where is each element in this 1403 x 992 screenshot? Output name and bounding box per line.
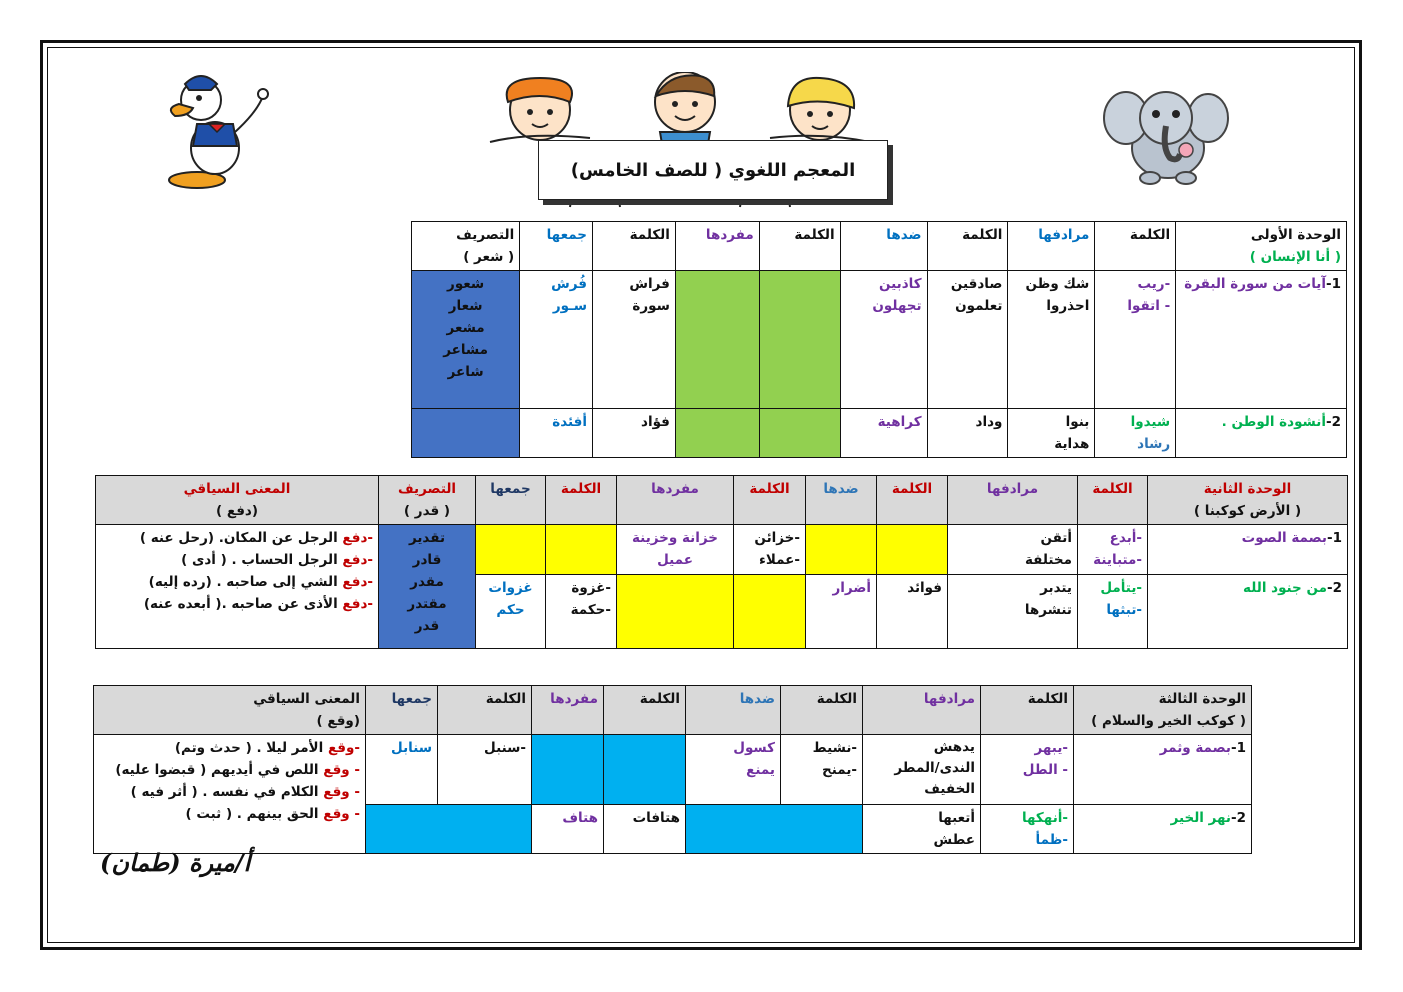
- synonym: الخفيف: [924, 781, 975, 797]
- empty-cyan-cell: [366, 805, 532, 854]
- table-row: [412, 271, 1347, 409]
- word-cell: [1078, 575, 1148, 649]
- unit1-table: [411, 221, 1347, 458]
- word-cell: [604, 805, 686, 854]
- antonym: تجهلون: [872, 298, 922, 314]
- word: -خزائن: [754, 530, 800, 546]
- plural: فُرش: [551, 276, 587, 292]
- plural: أفئدة: [552, 414, 587, 430]
- word-cell: [927, 409, 1008, 458]
- word: -نشيط: [812, 740, 857, 756]
- synonym: تنشرها: [1024, 602, 1072, 618]
- meaning-line: [101, 527, 373, 549]
- plural-cell: [476, 575, 546, 649]
- word: -أنهكها: [1021, 810, 1068, 826]
- lesson-number: 2-: [1325, 414, 1341, 430]
- meaning-line: [101, 593, 373, 615]
- lesson-name: أنشودة الوطن .: [1221, 414, 1326, 430]
- col-header-word: الكلمة: [781, 686, 863, 735]
- meaning-cell: [96, 525, 379, 649]
- word-cell: [877, 575, 948, 649]
- conjugation-form: مشاعر: [443, 342, 489, 358]
- word-cell: [981, 735, 1074, 805]
- conjugation-form: شاعر: [447, 364, 484, 380]
- col-header-word: الكلمة: [593, 222, 676, 271]
- empty-green-cell: [759, 271, 840, 409]
- meaning-text: الرجل الحساب . ( أدى ): [181, 552, 343, 568]
- word: - اتقوا: [1127, 298, 1171, 314]
- plural: سنابل: [391, 740, 432, 756]
- col-header-word: الكلمة: [1095, 222, 1176, 271]
- synonym: أتعبها: [938, 810, 975, 826]
- conjugation-form: شعور: [447, 276, 485, 292]
- table-row: [412, 409, 1347, 458]
- conjugation-form: مقدر: [410, 574, 444, 590]
- elephant-image: [1100, 78, 1230, 188]
- word-cell: [981, 805, 1074, 854]
- word: فوائد: [907, 580, 942, 596]
- synonym-cell: [1008, 409, 1095, 458]
- col-header-meaning: [94, 686, 366, 735]
- empty-yellow-cell: [734, 575, 806, 649]
- synonym: شك وظن: [1025, 276, 1090, 292]
- lesson-name: آيات من سورة البقرة: [1184, 276, 1326, 292]
- meaning-root: (دفع ): [215, 503, 259, 519]
- word-cell: [1078, 525, 1148, 575]
- meaning-head: - وقع: [323, 784, 360, 800]
- col-header-synonym: مرادفها: [948, 476, 1078, 525]
- meaning-head: - وقع: [323, 806, 360, 822]
- plural: حكم: [496, 602, 525, 618]
- col-header-antonym: ضدها: [806, 476, 877, 525]
- synonym: يدهش: [933, 739, 975, 755]
- synonym-cell: [948, 525, 1078, 575]
- meaning-head: -دفع: [342, 596, 373, 612]
- lesson-cell: [1176, 271, 1347, 409]
- unit-subtitle: ( الأرض كوكبنا ): [1193, 503, 1302, 519]
- empty-yellow-cell: [877, 525, 948, 575]
- empty-yellow-cell: [806, 525, 877, 575]
- meaning-label: المعنى السياقي: [253, 691, 360, 707]
- synonym: احذروا: [1046, 298, 1090, 314]
- meaning-line: [99, 737, 360, 759]
- antonym-cell: [840, 409, 927, 458]
- singular-cell: [617, 525, 734, 575]
- col-header-plural: جمعها: [366, 686, 438, 735]
- col-header-word: الكلمة: [438, 686, 532, 735]
- conjugation-form: قادر: [412, 552, 442, 568]
- unit1-header-row: [412, 222, 1347, 271]
- singular: هتاف: [562, 810, 598, 826]
- col-header-singular: مفردها: [675, 222, 759, 271]
- col-header-antonym: ضدها: [840, 222, 927, 271]
- conjugation-label: التصريف: [397, 481, 457, 497]
- meaning-line: [99, 803, 360, 825]
- synonym-cell: [948, 575, 1078, 649]
- singular: خزانة وخزينة: [632, 530, 718, 546]
- conjugation-root: ( قدر ): [403, 503, 451, 519]
- col-header-conjugation: [379, 476, 476, 525]
- conjugation-form: قدر: [414, 618, 440, 634]
- synonym-cell: [1008, 271, 1095, 409]
- antonym: أضرار: [832, 580, 871, 596]
- lesson-cell: [1148, 575, 1348, 649]
- word: شيدوا: [1130, 414, 1171, 430]
- lesson-name: من جنود الله: [1243, 580, 1327, 596]
- meaning-head: -دفع: [342, 530, 373, 546]
- antonym: كراهية: [877, 414, 922, 430]
- col-header-synonym: مرادفها: [1008, 222, 1095, 271]
- synonym: يتدبر: [1040, 580, 1072, 596]
- empty-blue-cell: [412, 409, 520, 458]
- col-header-word: الكلمة: [759, 222, 840, 271]
- word-cell: [1095, 271, 1176, 409]
- col-header-word: الكلمة: [1078, 476, 1148, 525]
- empty-cyan-cell: [532, 735, 604, 805]
- col-header-meaning: [96, 476, 379, 525]
- meaning-text: الشي إلى صاحبه . (رده إليه): [148, 574, 343, 590]
- col-header-antonym: ضدها: [686, 686, 781, 735]
- conjugation-form: مقتدر: [407, 596, 447, 612]
- word: -تبثها: [1106, 602, 1142, 618]
- lesson-number: 2-: [1326, 580, 1342, 596]
- synonym: هداية: [1054, 436, 1090, 452]
- word: فؤاد: [641, 414, 670, 430]
- unit2-table: [95, 475, 1348, 649]
- unit3-table: [93, 685, 1252, 854]
- col-header-word: الكلمة: [604, 686, 686, 735]
- word-cell: [593, 271, 676, 409]
- lesson-number: 1-: [1230, 740, 1246, 756]
- page-title-text: المعجم اللغوي ( للصف الخامس): [570, 159, 856, 181]
- plural: غزوات: [488, 580, 533, 596]
- col-header-singular: مفردها: [532, 686, 604, 735]
- word-cell: [927, 271, 1008, 409]
- empty-green-cell: [759, 409, 840, 458]
- synonym-cell: [863, 735, 981, 805]
- meaning-text: اللص في أيديهم ( قبضوا عليه): [115, 762, 324, 778]
- signature-text: أ/ميرة (طمان): [100, 848, 251, 877]
- word: -غزوة: [571, 580, 611, 596]
- meaning-line: [99, 781, 360, 803]
- empty-yellow-cell: [476, 525, 546, 575]
- antonym-cell: [840, 271, 927, 409]
- synonym: بنوا: [1065, 414, 1090, 430]
- word: وداد: [975, 414, 1003, 430]
- word-cell: [593, 409, 676, 458]
- col-header-word: الكلمة: [877, 476, 948, 525]
- meaning-text: الأذى عن صاحبه .( أبعده عنه): [143, 596, 343, 612]
- lesson-cell: [1074, 805, 1252, 854]
- empty-green-cell: [675, 271, 759, 409]
- table-row: [94, 735, 1252, 805]
- word-cell: [438, 735, 532, 805]
- conjugation-form: شعار: [448, 298, 483, 314]
- unit-name-cell: [1148, 476, 1348, 525]
- word: -حكمة: [570, 602, 611, 618]
- unit-subtitle: ( كوكب الخير والسلام ): [1091, 713, 1246, 729]
- empty-cyan-cell: [686, 805, 863, 854]
- conjugation-label: التصريف: [456, 227, 515, 243]
- col-header-word: الكلمة: [734, 476, 806, 525]
- antonym-cell: [686, 735, 781, 805]
- col-header-word: الكلمة: [981, 686, 1074, 735]
- meaning-head: -وقع: [327, 740, 360, 756]
- word: -ظمأ: [1035, 832, 1068, 848]
- page-title: [538, 140, 888, 200]
- meaning-root: (وقع ): [316, 713, 360, 729]
- unit-name: الوحدة الأولى: [1250, 227, 1341, 243]
- lesson-cell: [1148, 525, 1348, 575]
- col-header-singular: مفردها: [617, 476, 734, 525]
- meaning-text: الأمر ليلا . ( حدث وتم): [174, 740, 328, 756]
- lesson-name: بصمة وثمر: [1159, 740, 1231, 756]
- lesson-name: نهر الخير: [1170, 810, 1231, 826]
- word-cell: [781, 735, 863, 805]
- meaning-head: - وقع: [323, 762, 360, 778]
- empty-cyan-cell: [604, 735, 686, 805]
- conjugation-cell: [412, 271, 520, 409]
- word: فراش: [629, 276, 670, 292]
- col-header-plural: جمعها: [476, 476, 546, 525]
- synonym: عطش: [933, 832, 975, 848]
- word: -سنبل: [484, 740, 526, 756]
- word: - الطل: [1022, 762, 1068, 778]
- unit-subtitle: ( أنا الإنسان ): [1249, 249, 1341, 265]
- word: -يبهر: [1034, 740, 1068, 756]
- meaning-text: الكلام في نفسه . ( أثر فيه ): [130, 784, 324, 800]
- unit-name-cell: [1074, 686, 1252, 735]
- empty-yellow-cell: [546, 525, 617, 575]
- word: -متباينة: [1093, 552, 1142, 568]
- col-header-word: الكلمة: [927, 222, 1008, 271]
- plural-cell: [366, 735, 438, 805]
- word: سورة: [632, 298, 670, 314]
- lesson-number: 2-: [1230, 810, 1246, 826]
- synonym: الندى/المطر: [894, 760, 975, 776]
- empty-green-cell: [675, 409, 759, 458]
- meaning-line: [101, 549, 373, 571]
- lesson-number: 1-: [1325, 276, 1341, 292]
- antonym: كسول: [733, 740, 775, 756]
- antonym: كاذبين: [878, 276, 922, 292]
- word: -أبدع: [1109, 530, 1142, 546]
- word: -ريب: [1137, 276, 1171, 292]
- antonym: يمنع: [746, 762, 775, 778]
- col-header-synonym: مرادفها: [863, 686, 981, 735]
- word: -عملاء: [758, 552, 800, 568]
- singular-cell: [532, 805, 604, 854]
- word: رشاد: [1137, 436, 1171, 452]
- lesson-name: بصمة الصوت: [1241, 530, 1327, 546]
- col-header-plural: جمعها: [520, 222, 593, 271]
- antonym-cell: [806, 575, 877, 649]
- word: تعلمون: [955, 298, 1003, 314]
- unit-name: الوحدة الثانية: [1203, 481, 1292, 497]
- word: صادقين: [950, 276, 1003, 292]
- word: -يمنح: [822, 762, 857, 778]
- empty-yellow-cell: [617, 575, 734, 649]
- unit3-header-row: [94, 686, 1252, 735]
- meaning-cell: [94, 735, 366, 854]
- table-row: [96, 525, 1348, 575]
- col-header-word: الكلمة: [546, 476, 617, 525]
- unit-name-cell: [1176, 222, 1347, 271]
- conjugation-root: ( شعر ): [463, 249, 515, 265]
- plural-cell: [520, 409, 593, 458]
- teacher-signature: [100, 848, 250, 877]
- donald-duck-image: [145, 62, 270, 190]
- synonym: أتقن: [1040, 530, 1072, 546]
- synonym: مختلفة: [1024, 552, 1072, 568]
- meaning-text: الحق بينهم . ( ثبت ): [185, 806, 324, 822]
- word-cell: [546, 575, 617, 649]
- word-cell: [1095, 409, 1176, 458]
- meaning-head: -دفع: [342, 574, 373, 590]
- meaning-line: [99, 759, 360, 781]
- word: -يتأمل: [1100, 580, 1142, 596]
- word-cell: [734, 525, 806, 575]
- lesson-number: 1-: [1326, 530, 1342, 546]
- meaning-line: [101, 571, 373, 593]
- unit-name: الوحدة الثالثة: [1158, 691, 1246, 707]
- plural: سـور: [552, 298, 587, 314]
- conjugation-form: تقدير: [408, 530, 446, 546]
- conjugation-form: مشعر: [446, 320, 485, 336]
- meaning-head: -دفع: [342, 552, 373, 568]
- plural-cell: [520, 271, 593, 409]
- word: هتافات: [632, 810, 680, 826]
- meaning-label: المعنى السياقي: [183, 481, 291, 497]
- lesson-cell: [1176, 409, 1347, 458]
- unit2-header-row: [96, 476, 1348, 525]
- col-header-conjugation: [412, 222, 520, 271]
- lesson-cell: [1074, 735, 1252, 805]
- synonym-cell: [863, 805, 981, 854]
- singular: عميل: [657, 552, 693, 568]
- conjugation-cell: [379, 525, 476, 649]
- meaning-text: الرجل عن المكان. (رحل عنه ): [139, 530, 343, 546]
